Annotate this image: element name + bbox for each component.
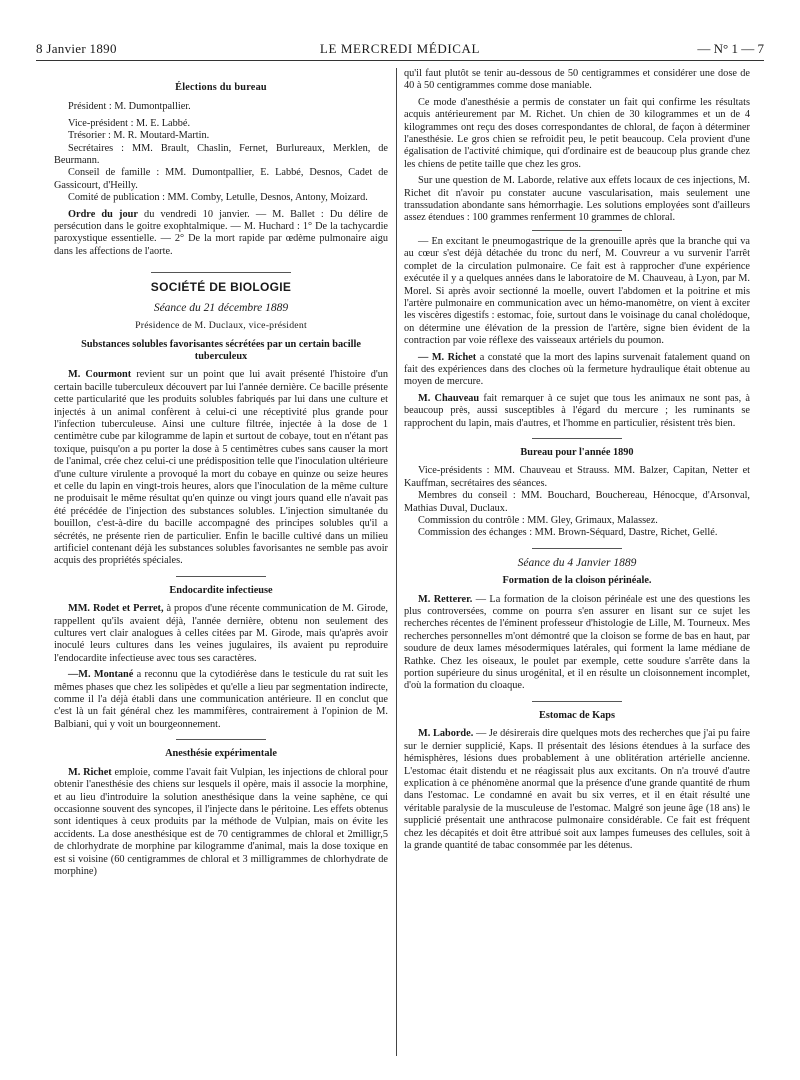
author-montane: —M. Montané: [68, 669, 134, 681]
section-title-bureau: Bureau pour l'année 1890: [520, 446, 634, 458]
richet-continued: qu'il faut plutôt se tenir au-dessous de 50 centigrammes et considérer une dose de 40 à 50 centigrammes comme dose maniable.: [404, 68, 750, 92]
paragraph-courmont: [54, 369, 388, 568]
separator: [532, 230, 622, 231]
text-rodet: à propos d'une récente communication de M. Girode, rappellent qu'ils avaient déjà, l'année dernière, obtenu non seulement des cultures vert clair analogues à celles citées par M. Girode, mais qu'après avoir inoculé leurs cultures dans les veines jugulaires, ils avaient pu reproduire l'endocardite infectieuse avec tous ses caractères.: [54, 603, 388, 664]
section-title-substances: Substances solubles favorisantes sécrétées par un certain bacille tuberculeux: [81, 338, 361, 362]
paragraph-couvreur: — En excitant le pneumogastrique de la grenouille après que la branche qui va au cœur s'est déjà détachée du tronc du nerf, M. Couvreur a vu survenir l'arrêt complet de la circulation pulmonaire. Ce fait est à rapprocher d'une expérience exécutée il y a quelques années dans le laboratoire de M. Chauveau, à Lyon, par M. Morel. Si après avoir sectionné la moelle, ouvert l'abdomen et la poitrine et mis l'artère pulmonaire en communication avec un hémo-manomètre, on vient à exciter les viscères digestifs : estomac, foie, surtout dans le voisinage du canal cholédoque, on détermine une élévation de la pression de l'artère, signe bien évident de la contraction par voie réflexe des vaisseaux artériels du poumon.: [404, 235, 750, 347]
bureau-line: Commission des échanges : MM. Brown-Séquard, Dastre, Richet, Gellé.: [418, 527, 718, 539]
page-number: — N° 1 — 7: [697, 41, 764, 56]
author-rodet: MM. Rodet et Perret,: [68, 603, 164, 615]
election-line: Vice-président : M. E. Labbé.: [68, 117, 191, 129]
paragraph-montane: [54, 669, 388, 731]
separator: [532, 438, 622, 439]
richet-paragraph-3: Sur une question de M. Laborde, relative aux effets locaux de ces injections, M. Richet dit n'avoir pu constater aucune vascularisation, mais seulement une transsudation abondante sans hémorrhagie. Les solutions employées sont d'ailleurs assez étendues : 100 grammes renferment 10 grammes de chloral.: [404, 175, 750, 224]
bureau-line: Vice-présidents : MM. Chauveau et Strauss. MM. Balzer, Capitan, Netter et Kauffman, secrétaires des séances.: [404, 465, 750, 489]
paragraph-retterer: [404, 594, 750, 693]
text-chauveau: fait remarquer à ce sujet que tous les animaux ne sont pas, à beaucoup près, aussi susceptibles à l'égard du mercure ; les ruminants se rapprochent du lapin, mais d'autres, et l'homme en particulier, résistent très bien.: [404, 392, 750, 429]
seance-date-2: Séance du 4 Janvier 1889: [517, 556, 637, 569]
separator: [176, 739, 266, 740]
bureau-line: Membres du conseil : MM. Bouchard, Bouchereau, Hénocque, d'Arsonval, Mathias Duval, Duclaux.: [404, 490, 750, 514]
text-richet-2: a constaté que la mort des lapins survenait fatalement quand on fait des expériences dans des cloches où la fermeture hydraulique était obtenue au moyen de mercure.: [404, 351, 750, 388]
presidence: Présidence de M. Duclaux, vice-président: [135, 320, 307, 332]
ordre-lead: Ordre du jour: [68, 208, 138, 220]
society-title: SOCIÉTÉ DE BIOLOGIE: [150, 280, 292, 295]
election-line: Comité de publication : MM. Comby, Letulle, Desnos, Antony, Moizard.: [68, 192, 368, 204]
text-retterer: — La formation de la cloison périnéale est une des questions les plus controversées, comme on pourra s'en assurer en lisant sur ce sujet les recherches récentes de l'éminent professeur d'histologie de Lille, M. Tourneux. Mes recherches personnelles m'ont démontré que la cloison se forme de bas en haut, par soudure de deux lames mésodermiques latérales, qui forment la lame médiane de Rathke. Chez les oiseaux, le poulet par exemple, cette soudure s'arrête dans la portion supérieure du sinus urogénital, et il en résulte un cloisonnement incomplet, d'où la formation du cloaque.: [404, 593, 750, 692]
journal-title: LE MERCREDI MÉDICAL: [319, 41, 481, 56]
author-richet-2: — M. Richet: [418, 351, 477, 363]
text-richet: emploie, comme l'avait fait Vulpian, les injections de chloral pour obtenir l'anesthésie des chiens sur lesquels il opère, mais il associe la morphine, et au lieu d'introduire la solution anesthésique dans la veine saphène, ce qui occasionne souvent des syncopes, il l'injecte dans le péritoine. Les effets obtenus sont identiques à ceux produits par la méthode de Vulpian, mais on évite les accidents. La dose anesthésique est de 70 centigrammes de chloral et 2milligr,5 de chlorhydrate de morphine par kilogramme d'animal, mais la dose toxique en est si voisine (60 centigrammes de chloral et 3 milligrammes de chlorhydrate de morphine): [54, 766, 389, 877]
ordre-text: du vendredi 10 janvier. — M. Ballet : Du délire de persécution dans le goitre exophtalmique. — M. Huchard : 1° De la tachycardie paroxystique essentielle. — 2° De la mort rapide par œdème pulmonaire aigu dans les affections de l'aorte.: [54, 208, 388, 257]
text-laborde: — Je désirerais dire quelques mots des recherches que j'ai pu faire sur le dernier supplicié, Kaps. Il présentait des lésions étendues à la surface des hémisphères, lésions dues probablement à une oblitération artérielle ancienne. L'estomac était distendu et ne réagissait plus aux excitants. On n'a trouvé d'autre explication à ce phénomène anormal que la présence d'une grande quantité de rhum dans l'estomac. Le condamné en avait bu six verres, et il en était résulté une véritable paralysie de la musculeuse de l'estomac. Malgré son jeune âge (18 ans) le supplicié présentait une anthracose pulmonaire considérable. Ce fait est fréquent chez les décapités et doit être attribué soit aux lampes fumeuses des cellules, soit à la grande quantité de tabac consommée par les détenus.: [404, 728, 750, 851]
author-laborde: M. Laborde.: [418, 728, 474, 740]
left-column: [54, 74, 388, 882]
paragraph-richet-2: [404, 352, 750, 389]
issue-date: 8 Janvier 1890: [36, 41, 117, 56]
separator: [532, 701, 622, 702]
text-montane: a reconnu que la cytodiérèse dans le testicule du rat suit les mêmes phases que chez les solipèdes et qu'elle a lieu par segmentation indirecte, comme il l'a déjà établi dans une communication antérieure. Il en conclut que c'est là un fait général chez les mammifères, contrairement à l'opinion de M. Balbiani, qui y voit un bourgeonnement.: [54, 669, 388, 730]
separator: [151, 272, 291, 273]
seance-date: Séance du 21 décembre 1889: [153, 301, 289, 314]
section-title-kaps: Estomac de Kaps: [538, 709, 616, 721]
right-column: [404, 68, 750, 856]
section-title-cloison: Formation de la cloison périnéale.: [502, 575, 652, 587]
author-chauveau: M. Chauveau: [418, 392, 480, 404]
page-header: [36, 38, 764, 61]
paragraph-richet: [54, 767, 388, 879]
author-retterer: M. Retterer.: [418, 593, 473, 605]
section-title-anesthesie: Anesthésie expérimentale: [165, 748, 277, 760]
election-line: Secrétaires : MM. Brault, Chaslin, Fernet, Burlureaux, Merklen, de Beurmann.: [54, 142, 388, 167]
separator: [532, 548, 622, 549]
election-line: Conseil de famille : MM. Dumontpallier, E. Labbé, Desnos, Cadet de Gassicourt, d'Heilly.: [54, 167, 388, 191]
paragraph-chauveau: [404, 393, 750, 430]
author-richet: M. Richet: [68, 766, 112, 778]
text-courmont: revient sur un point que lui avait présenté l'histoire d'un certain bacille tuberculeux découvert par lui l'année dernière. Ce bacille présente cette particularité que les produits solubles fabriqués par lui dans une culture et injectés à un animal confèrent à celui-ci une réceptivité plus grande pour l'infection tuberculeuse. Ainsi une culture filtrée, injectée à la dose de 1 centimètre cube par kilogramme de lapin et surtout de cobaye, tout en n'étant pas toxique, puisqu'on a pu porter la dose à 5 centimètres cubes sans causer la mort de l'animal, crée chez celui-ci une prédisposition telle que l'inoculation ultérieure d'une culture virulente a provoqué la mort du cobaye en quinze ou seize heures et celle du lapin en vingt-trois heures, alors que l'inoculation de la même culture ne produisait le même résultat qu'en quinze ou vingt jours quand elle n'avait pas été précédée de l'injection des substances solubles. L'injection simultanée du bouillon, c'est-à-dire du bacille accompagné des principes solubles qu'il a sécrétés, ne présente rien de particulier. Enfin le bacille cultivé dans un milieu artificiel contenant déjà les substances solubles favorisantes ne semble pas avoir acquis des propriétés spéciales.: [54, 369, 388, 567]
paragraph-laborde: [404, 728, 750, 852]
section-title-endocardite: Endocardite infectieuse: [169, 584, 273, 596]
bureau-line: Commission du contrôle : MM. Gley, Grimaux, Malassez.: [418, 515, 658, 526]
paragraph-rodet: [54, 603, 388, 665]
author-courmont: M. Courmont: [68, 369, 132, 381]
richet-paragraph-2: Ce mode d'anesthésie a permis de constater un fait qui confirme les résultats acquis antérieurement par M. Richet. Un chien de 30 kilogrammes et un de 4 kilogrammes ont reçu des doses correspondantes de chloral, de façon à déterminer l'anesthésie. Le gros chien se refroidit peu, le petit beaucoup. Cela provient d'une égalisation de l'activité chimique, qui d'ordinaire est de beaucoup plus grande chez les chiens de petite taille que chez les gros.: [404, 96, 750, 170]
column-divider: [396, 68, 397, 1056]
election-line: Président : M. Dumontpallier.: [68, 101, 191, 113]
section-title-elections: Élections du bureau: [175, 82, 267, 93]
separator: [176, 576, 266, 577]
ordre-du-jour: [54, 209, 388, 259]
election-line: Trésorier : M. R. Moutard-Martin.: [68, 130, 210, 142]
